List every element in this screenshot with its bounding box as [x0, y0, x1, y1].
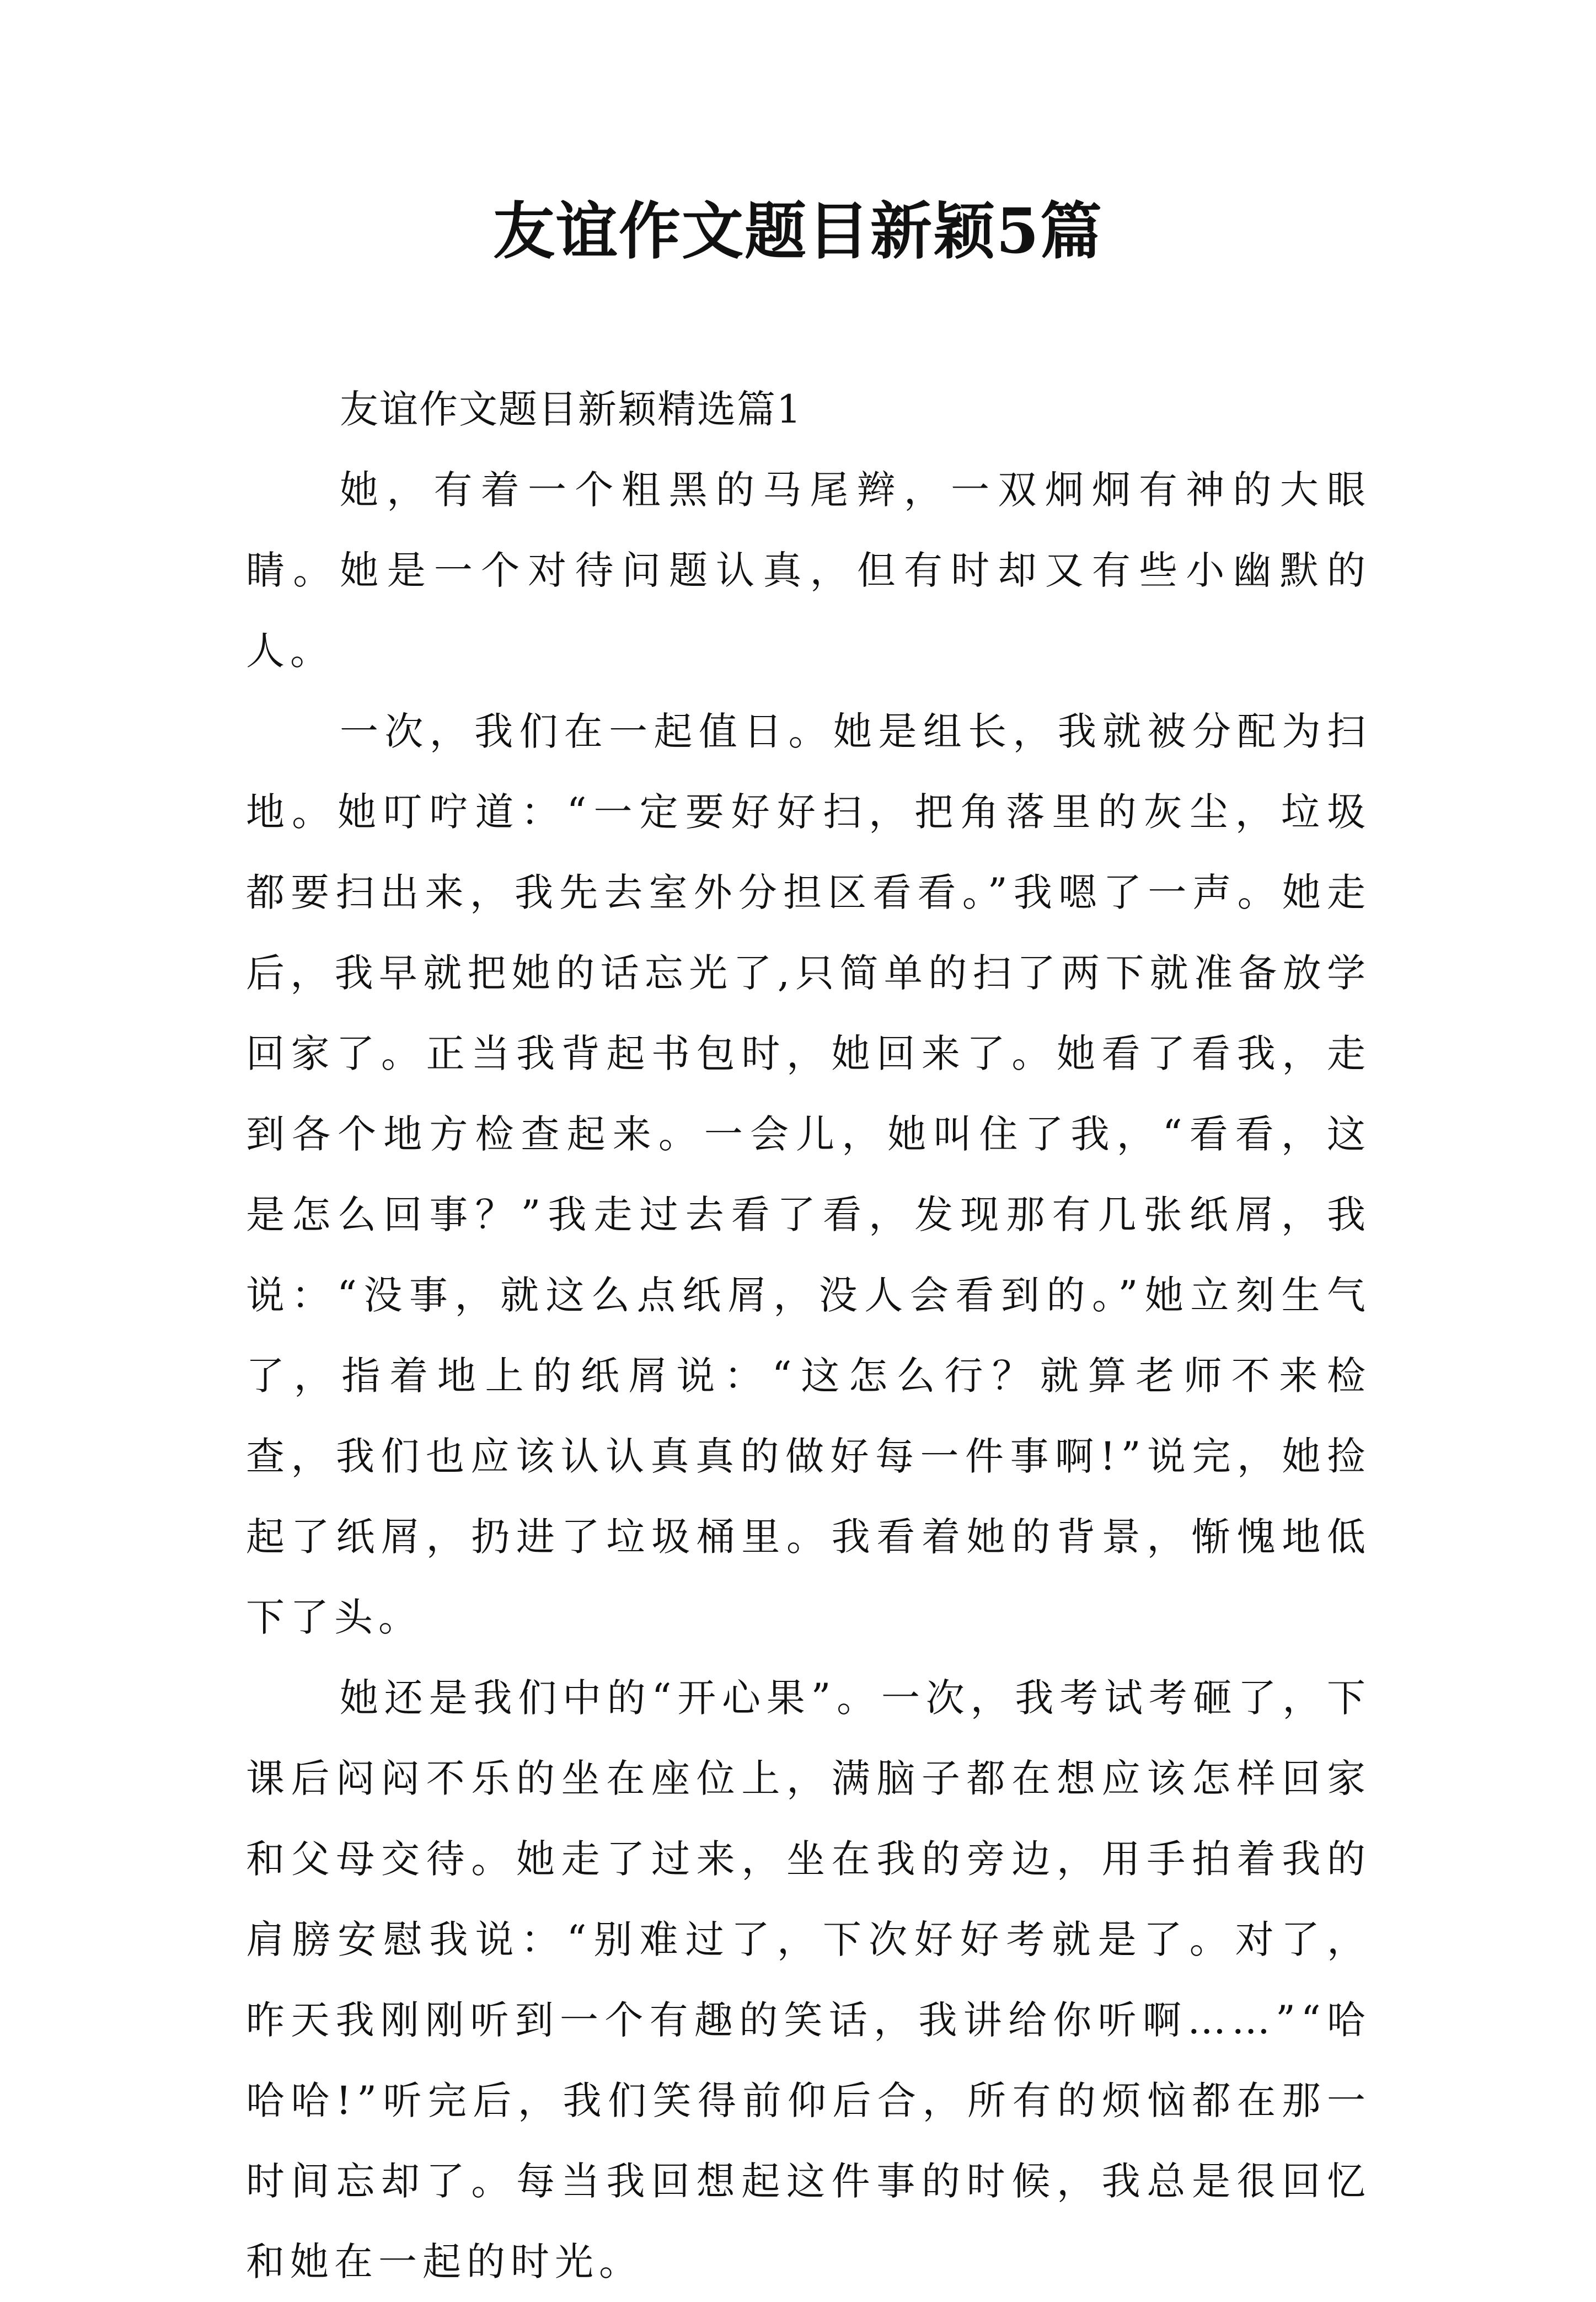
paragraph-2: 一次，我们在一起值日。她是组长，我就被分配为扫地。她叮咛道：“一定要好好扫，把角落里的灰尘，垃圾都要扫出来，我先去室外分担区看看。”我嗯了一声。她走后，我早就把她的话忘光了,只简单的扫了两下就准备放学回家了。正当我背起书包时，她回来了。她看了看我，走到各个地方检查起来。一会儿，她叫住了我，“看看，这是怎么回事？”我走过去看了看，发现那有几张纸屑，我说：“没事，就这么点纸屑，没人会看到的。”她立刻生气了，指着地上的纸屑说：“这怎么行？就算老师不来检查，我们也应该认认真真的做好每一件事啊!”说完，她捡起了纸屑，扔进了垃圾桶里。我看着她的背景，惭愧地低下了头。	[246, 709, 1371, 1640]
document-title: 友谊作文题目新颖5篇	[493, 195, 1103, 268]
section-heading: 友谊作文题目新颖精选篇1	[340, 387, 802, 432]
paragraph-3: 她还是我们中的“开心果”。一次，我考试考砸了，下课后闷闷不乐的坐在座位上，满脑子都在想应该怎样回家和父母交待。她走了过来，坐在我的旁边，用手拍着我的肩膀安慰我说：“别难过了，下次好好考就是了。对了，昨天我刚刚听到一个有趣的笑话，我讲给你听啊……”“哈哈哈!”听完后，我们笑得前仰后合，所有的烦恼都在那一时间忘却了。每当我回想起这件事的时候，我总是很回忆和她在一起的时光。	[246, 1675, 1371, 2284]
paragraph-1: 她，有着一个粗黑的马尾辫，一双炯炯有神的大眼睛。她是一个对待问题认真，但有时却又有些小幽默的人。	[246, 467, 1371, 674]
document-body	[246, 370, 1371, 2302]
